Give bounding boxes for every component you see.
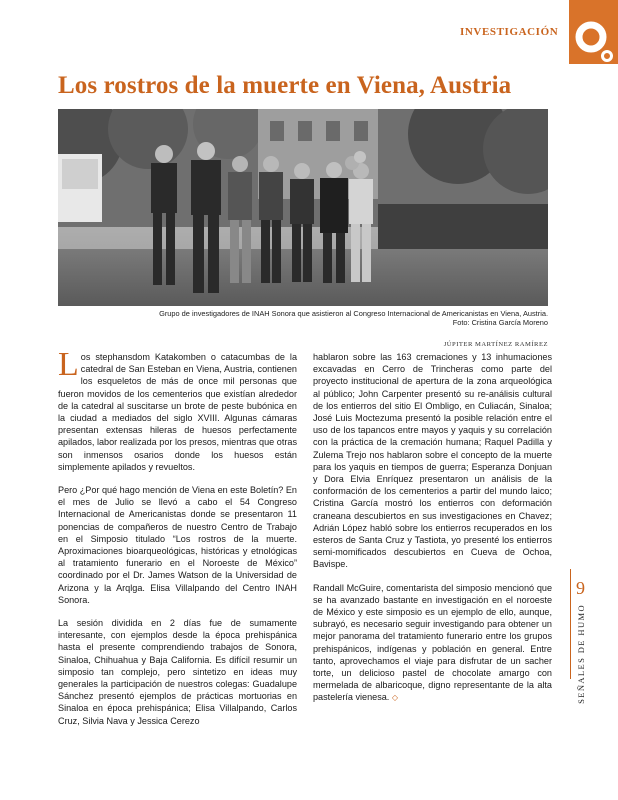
paragraph-text: Randall McGuire, comentarista del simposio mencionó que se ha avanzado bastante en investigación en el noroeste de México y este simposio es un ejemplo de ello, aunque, subrayó, es necesario seguir investigando para obtener un mejor panorama del tratamiento funerario entre los grupos prehispánicos, indígenas y población en general. Entre tanto, aprovechamos el viaje para disfrutar de un sacher torte, un delicioso pastel de chocolate amargo con mermelada de albaricoque, digno representante de la alta pastelería vienesa. — [313, 582, 552, 703]
page-number: 9 — [576, 578, 585, 598]
sidebar-rule — [570, 569, 571, 679]
paragraph — [58, 346, 297, 473]
publication-name: SEÑALES DE HUMO — [576, 604, 586, 704]
paragraph-text: os stephansdom Katakomben o catacumbas de la catedral de San Esteban en Viena, Austria, contienen los esqueletos de más de once mil personas que fueron movidos de los cementerios que existían alrededor de la catedral al suscitarse un brote de peste bubónica en la ciudad a mediados del siglo XVIII. Algunas cámaras presentan extensas hileras de huesos perfectamente apilados, labor realizada por los presos, mientras que otras son inmensos osarios donde los huesos están simplemente apilados y revueltos. — [58, 352, 297, 472]
column-left — [58, 346, 297, 738]
section-label: INVESTIGACIÓN — [460, 26, 559, 38]
caption-text: Grupo de investigadores de INAH Sonora que asistieron al Congreso Internacional de Americanistas en Viena, Austria. — [159, 309, 548, 318]
photo-credit: Foto: Cristina García Moreno — [452, 318, 548, 327]
article-title: Los rostros de la muerte en Viena, Austria — [58, 72, 512, 99]
group-photo — [58, 109, 548, 306]
paragraph: hablaron sobre las 163 cremaciones y 13 inhumaciones excavadas en Cerro de Trincheras como parte del proyecto institucional de apertura de la zona arqueológica al público; John Carpenter presentó su re-análisis cultural de los entierros del sitio El Ombligo, en Culiacán, Sinaloa; José Luis Moctezuma presentó la posible relación entre el uso de los tapancos entre mayos y yaquis y su correlación con la práctica de la cremación humana; Raquel Padilla y Zulema Trejo nos hablaron sobre el concepto de la muerte para los yaquis en tiempos de guerra; Esperanza Donjuan y Dora Elvia Enríquez presentaron un análisis de la conformación de los cementerios a partir del mundo laico; Cristina García mostró los entierros con deformación craneana descubiertos en sus investigaciones en Chavez; Adrián López habló sobre los entierros recuperados en los esteros de Santa Cruz y Tastiota, yo presenté los entierros semi-momificados descubiertos en Cueva de Ochoa, Bavispe. — [313, 352, 552, 570]
logo-mark-icon — [569, 0, 618, 64]
paragraph — [313, 582, 552, 705]
drop-cap: L — [58, 346, 79, 383]
author-byline: JÚPITER MARTÍNEZ RAMÍREZ — [443, 341, 548, 348]
paragraph: Pero ¿Por qué hago mención de Viena en este Boletín? En el mes de Julio se llevó a cabo el 54 Congreso Internacional de Americanistas donde se presentaron 11 ponencias de compañeros de nuestro Centro de Trabajo en el Simposio titulado “Los rostros de la muerte. Aproximaciones bioarqueológicas, históricas y etnológicas al tratamiento funerario en el Noroeste de México” coordinado por el Dr. James Watson de la Universidad de Arizona y la Arqlga. Elisa Villalpando del Centro INAH Sonora. — [58, 485, 297, 605]
paragraph: La sesión dividida en 2 días fue de sumamente interesante, con ejemplos desde la época prehispánica hasta el presente comprendiendo trabajos de Sonora, Sinaloa, Chihuahua y Baja California. Es difícil resumir un simposio tan complejo, pero sintetizo en ideas muy generales la participación de nuestros colegas: Guadalupe Sánchez presentó ejemplos de prácticas mortuorias en Sinaloa en época prehispánica; Elisa Villalpando, Carlos Cruz, Silvia Nava y Jessica Cerezo — [58, 618, 297, 726]
logo — [569, 0, 618, 64]
column-right — [313, 351, 552, 716]
end-mark-icon: ◇ — [391, 693, 399, 703]
photo-caption — [120, 309, 548, 327]
